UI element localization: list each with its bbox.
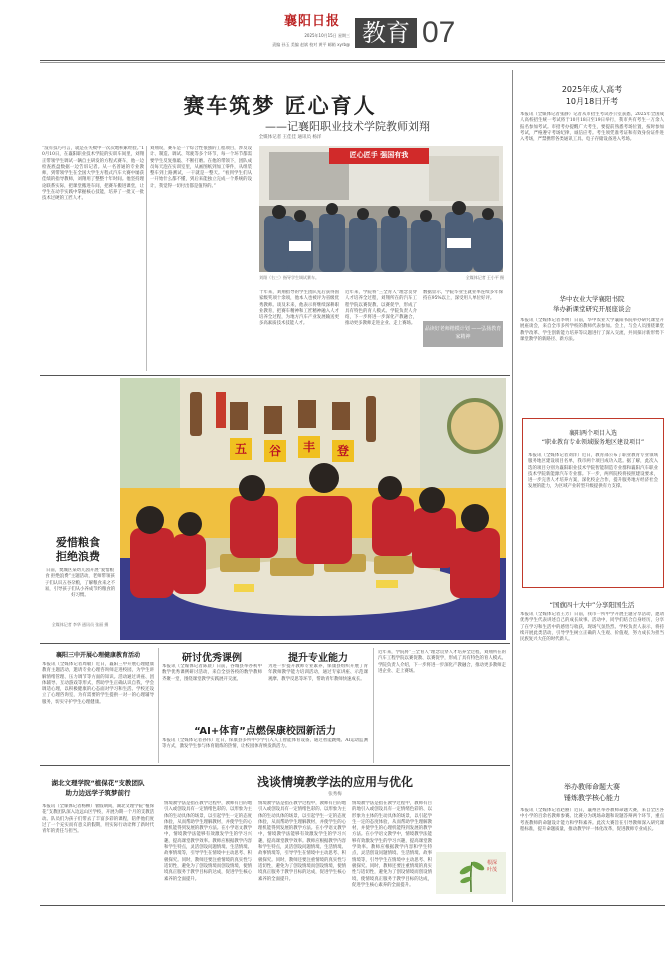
essay-col2: 情境教学法是指在教学过程中，教师有目的地引入或创设具有一定情绪色彩的、以形象为主体的生动具体的场景，以引起学生一定的态度体验，从而帮助学生理解教材，并使学生的心理机能得到发展的教学方法。在小学语文教学中，情境教学法能够有效激发学生的学习兴趣，提高课堂教学效率。教师应根据教学内容和学生特点，灵活创设问题情境、生活情境、故事情境等，引导学生在情境中主动思考、积极探究。同时，教师还要注重情境的真实性与适切性，避免为了创设情境而创设情境，使情境真正服务于教学目标的达成，促进学生核心素养的全面提升。 xyxy=(258,801,346,882)
sign-char-3: 丰 xyxy=(302,440,315,454)
r3-box xyxy=(522,418,664,588)
r2-body: 本报讯（全媒体记者李明）日前，华中农业大学襄阳书院举办研究课堂开展座谈会，来自全市多所学校的教师代表参加。会上，与会人员围绕课堂教学改革、学生创新能力培养等议题进行了深入交流，共同探讨新形势下课堂教学的新路径、新方法。 xyxy=(520,318,664,342)
b2-title: 研讨优秀课例 xyxy=(182,653,242,664)
b4-body: 本报讯（全媒体记者孙伟）近日，保康县多所中小学引入人工智能体育设备，通过智能跳绳、AI运动监测等方式，激发学生参与体育锻炼的热情，让校园体育焕发新活力。 xyxy=(162,738,368,750)
sign-char-2: 谷 xyxy=(268,444,281,458)
sign-char-1: 五 xyxy=(234,442,247,456)
b2-body: 本报讯（全媒体记者陈晨）日前，谷城县举办初中数学优秀课例研讨活动，来自全县各校的数学教师齐聚一堂，围绕课堂教学实践展开交流。 xyxy=(162,664,262,682)
lead-photo-caption: 刘翔（右三）指导学生调试赛车。 xyxy=(259,275,319,280)
r1-body: 本报讯（全媒体记者张静）记者从市招生考试办公室获悉，2025年全国成人高校招生统一考试将于10月18日至19日举行，我市共有考生一万余人报名参加考试。市招考办提醒广大考生，要提前熟悉考场位置，按时参加考试，严格遵守考场纪律，诚信应考。考生须凭准考证和有效身份证件进入考场，严禁携带各类通讯工具、电子存储设备进入考场。 xyxy=(520,112,664,143)
b5-body: 本报讯（全媒体记者杨柳）暑假期间，湖北文理学院“植保花”支教团队深入边远山区学校，开展为期一个月的支教活动。队员们为孩子们带去了丰富多彩的课程，陪伴他们度过了一个充实而有意义的假期，用实际行动诠释了新时代青年的责任与担当。 xyxy=(42,804,154,835)
b5-title: 湖北文理学院“植保花”支教团队 助力边远学子筑梦前行 xyxy=(51,779,145,797)
b3-body: 为进一步提升教师专业素养，保康县组织开展了青年教师教学能力培训活动，通过专家讲座、示范课观摩、教学反思等环节，帮助青年教师快速成长。 xyxy=(268,664,368,682)
section-divider-3 xyxy=(40,765,510,766)
lead-photo-banner: 匠心匠手 强国有我 xyxy=(349,151,409,159)
essay-title: 浅谈情境教学法的应用与优化 xyxy=(256,775,413,789)
essay-col1: 情境教学法是指在教学过程中，教师有目的地引入或创设具有一定情绪色彩的、以形象为主体的生动具体的场景，以引起学生一定的态度体验，从而帮助学生理解教材，并使学生的心理机能得到发展的教学方法。在小学语文教学中，情境教学法能够有效激发学生的学习兴趣，提高课堂教学效率。教师应根据教学内容和学生特点，灵活创设问题情境、生活情境、故事情境等，引导学生在情境中主动思考、积极探究。同时，教师还要注重情境的真实性与适切性，避免为了创设情境而创设情境，使情境真正服务于教学目标的达成，促进学生核心素养的全面提升。 xyxy=(164,801,252,882)
feature-photo xyxy=(120,378,506,640)
lead-col3: 十年来，刘翔指导的学生团队先后获得国家级奖项十余项，他本人也被评为省级优秀教师。谈及未来，他表示将继续深耕职业教育，把赛车精神和工匠精神融入人才培养全过程，为地方汽车产业发展输送更多高素质技术技能人才。 xyxy=(259,290,339,327)
lead-photo xyxy=(259,146,503,272)
lead-callout xyxy=(423,321,503,347)
col-rule xyxy=(146,146,147,371)
section-label: 教育 xyxy=(355,18,417,48)
b4-title: “AI+体育”点燃保康校园新活力 xyxy=(194,726,336,737)
b3-title: 提升专业能力 xyxy=(288,653,348,664)
lead-col1: “没有技巧可言，就是在失败中一次次地积累经验。”10月10日，在襄阳职业技术学院的实训车间里，刘翔正带领学生调试一辆自主研发的方程式赛车，他一边检查底盘数据一边告诉记者。从一名普通的专业教师，到带领学生在全国大学生方程式汽车大赛中屡获佳绩的指导教师，刘翔用了整整十年时间。他坚持理论联系实际，把课堂搬进车间，把赛车搬进课堂，让学生在动手实践中掌握核心技能，培养了一批又一批技术过硬的工匠人才。 xyxy=(42,146,144,202)
page-number: 07 xyxy=(422,16,456,49)
kindergarten-photo xyxy=(120,378,506,640)
masthead-date: 2025年10月15日 星期三 xyxy=(304,33,350,38)
masthead-editors: 责编 孙玉 美编 赵斌 校对 黄平 邮箱 xyrb@ xyxy=(272,42,350,47)
lead-subtitle: ——记襄阳职业技术学院教师刘翔 xyxy=(265,120,430,133)
masthead-rule xyxy=(40,60,665,61)
lead-photo-credit: 全媒体记者 王小平 摄 xyxy=(465,275,504,280)
b1-title: 襄阳三中开展心理健康教育活动 xyxy=(55,652,140,659)
b-right-body: 近年来，学院将“三全育人”理念贯穿人才培养全过程，刘翔所在的汽车工程学院以赛促教、以赛促学，形成了具有特色的育人模式。学院负责人介绍，下一步将进一步深化产教融合，推动更多教师走进企业、走上赛场。 xyxy=(378,650,506,674)
r4-body: 本报讯（全媒体记者王芳）日前，我市一所中学开展主题分享活动，邀请优秀学生代表讲述自己的成长故事。活动中，同学们结合自身经历，分享了在学习和生活中的感悟与收获，现场气氛热烈。学校负责人表示，将持续开展此类活动，引导学生树立正确的人生观、价值观，努力成长为担当民族复兴大任的时代新人。 xyxy=(520,612,664,643)
lead-col4: 近年来，学院将“三全育人”理念贯穿人才培养全过程，刘翔所在的汽车工程学院以赛促教、以赛促学，形成了具有特色的育人模式。学院负责人介绍，下一步将进一步深化产教融合，推动更多教师走进企业、走上赛场。 xyxy=(345,290,417,327)
r3-body: 本报讯（全媒体记者刘洋）近日，教育部公布了职业教育专业领域服务地区建设项目名单，我市两个项目成功入选。据了解，此次入选的项目分别为襄阳职业技术学院智能制造专业群和襄阳汽车职业技术学院新能源汽车专业群。下一步，两所院校将按照建设要求，进一步完善人才培养方案，深化校企合作，提升服务地方经济社会发展的能力，为区域产业转型升级提供有力支撑。 xyxy=(528,453,658,490)
essay-stamp: 根深 叶茂 xyxy=(486,860,497,873)
masthead-rule-2 xyxy=(40,62,665,63)
r5-title: 举办教师命题大赛 锤炼教学核心能力 xyxy=(564,783,620,802)
lead-byline: 全媒体记者 王佳佳 通讯员 杨洋 xyxy=(258,135,322,140)
essay-col3: 情境教学法是指在教学过程中，教师有目的地引入或创设具有一定情绪色彩的、以形象为主体的生动具体的场景，以引起学生一定的态度体验，从而帮助学生理解教材，并使学生的心理机能得到发展的教学方法。在小学语文教学中，情境教学法能够有效激发学生的学习兴趣，提高课堂教学效率。教师应根据教学内容和学生特点，灵活创设问题情境、生活情境、故事情境等，引导学生在情境中主动思考、积极探究。同时，教师还要注重情境的真实性与适切性，避免为了创设情境而创设情境，使情境真正服务于教学目标的达成，促进学生核心素养的全面提升。 xyxy=(352,801,432,888)
masthead xyxy=(0,0,668,80)
col-rule-2 xyxy=(158,648,159,763)
page-bottom-rule xyxy=(40,905,665,906)
r1-title: 2025年成人高考 10月18日开考 xyxy=(561,85,623,106)
feature-title: 爱惜粮食 拒绝浪费 xyxy=(56,536,100,563)
r2-title: 华中农业大学襄阳书院 举办新课堂研究开展座谈会 xyxy=(553,295,631,313)
feature-credit: 全媒体记者 李华 通讯员 张丽 摄 xyxy=(51,622,109,627)
section-divider xyxy=(40,375,510,376)
sign-char-4: 登 xyxy=(336,444,349,458)
r5-body: 本报讯（全媒体记者赵丽）近日，襄州区举办教师命题大赛，来自全区各中小学的百余名教师参赛。比赛分为现场命题和说题答辩两个环节，重点考查教师的命题设计能力和学科素养。此次大赛旨在引导教师深入研究课程标准，提升命题质量，推动教学评一体化改革，促进教师专业成长。 xyxy=(520,808,664,832)
b1-body: 本报讯（全媒体记者周敏）近日，襄阳三中开展心理健康教育主题活动，邀请专业心理咨询师走进校园，为学生讲解情绪管理、压力调节等方面的知识。活动通过讲座、团体辅导、互动游戏等形式，帮助学生正确认识自我，学会调适心理，以积极健康的心态面对学习和生活。学校还设立了心理咨询室，为有需要的学生提供一对一的心理辅导服务，切实守护学生心理健康。 xyxy=(42,662,154,705)
feature-body: 日前，樊城区某幼儿园开展“爱惜粮食 拒绝浪费”主题活动，老师带领孩子们认识五谷杂粮，了解粮食来之不易，引导孩子们从小养成节约粮食的好习惯。 xyxy=(44,568,116,599)
lead-col5: 数据显示，学院毕业生就业率连续多年保持在95%以上，深受用人单位好评。 xyxy=(423,290,503,302)
lead-col2: 刘翔说，赛车是一个综合性很强的工程项目，涉及设计、制造、调试、驾驶等多个环节，每一个环节都需要学生反复推敲、不断打磨。在他的带领下，团队成员每天泡在实训室里，从画图纸到加工零件，从组装整车到上路测试，一干就是一整天。“看到学生们从一开始什么都不懂，到后来能独立完成一个系统的设计，我觉得一切付出都是值得的。” xyxy=(150,146,252,189)
right-col-rule xyxy=(512,70,513,902)
masthead-logo: 襄阳日报 xyxy=(284,14,341,29)
lead-callout-text: 品读好老师楷模计划 ——弘扬教育家精神 xyxy=(424,326,502,340)
lead-title: 赛车筑梦 匠心育人 xyxy=(183,94,377,118)
r3-title: 襄阳两个项目入选 “职业教育专业领域服务地区建设项目” xyxy=(541,430,645,446)
essay-illustration xyxy=(436,852,506,894)
essay-author: 张秀梅 xyxy=(328,792,342,797)
workshop-photo xyxy=(259,146,503,272)
col-rule-3 xyxy=(373,648,374,763)
section-divider-2 xyxy=(40,643,510,644)
r4-title: “国旗四十大中”分享阳国生活 xyxy=(549,601,635,609)
